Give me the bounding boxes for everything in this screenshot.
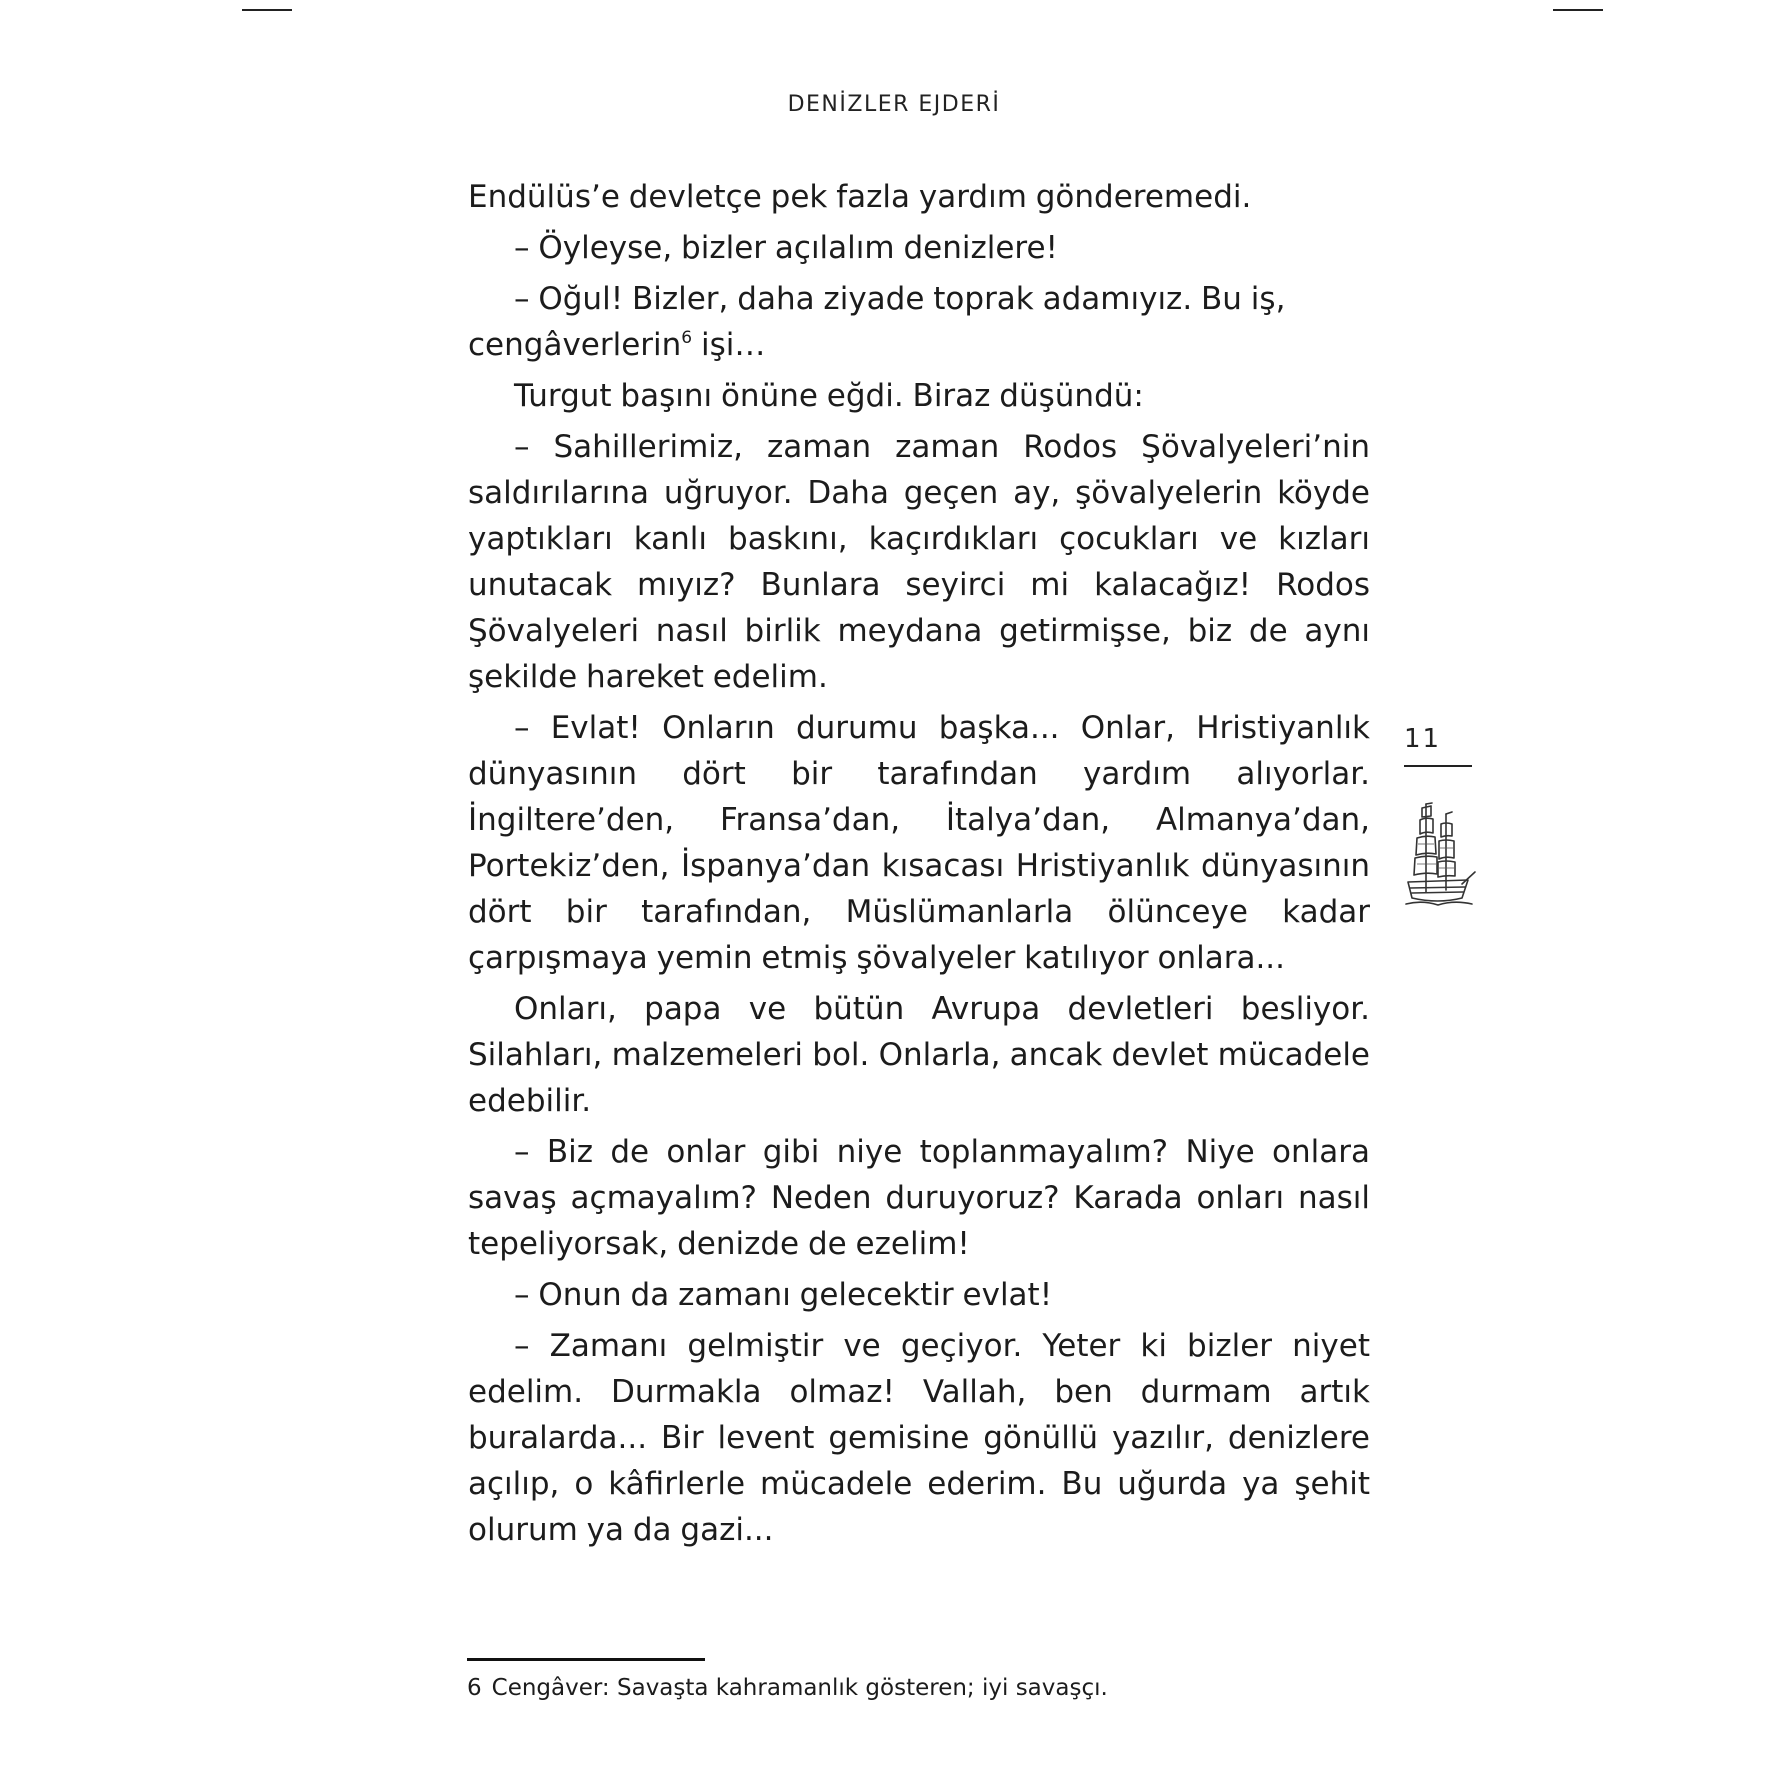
paragraph: Turgut başını önüne eğdi. Biraz düşündü: — [514, 378, 1144, 414]
paragraph: – Evlat! Onların durumu başka... Onlar, Hristiyanlık dünyasının dört bir tarafından yardım alıyorlar. İngiltere’den, Fransa’dan, İtalya’dan, Almanya’dan, Portekiz’den, İspanya’dan kısacası Hristiyanlık dünyasının dört bir tarafından, Müslümanlarla ölünceye kadar çarpışmaya yemin etmiş şövalyeler katılıyor onlara... — [468, 710, 1370, 976]
body-text — [468, 174, 1370, 1558]
footnote-number: 6 — [467, 1675, 482, 1701]
footnote — [467, 1672, 1367, 1704]
paragraph: – Zamanı gelmiştir ve geçiyor. Yeter ki bizler niyet edelim. Durmakla olmaz! Vallah, ben durmam artık buralarda... Bir levent gemisine gönüllü yazılır, denizlere açılıp, o kâfirlerle mücadele ederim. Bu uğurda ya şehit olurum ya da gazi... — [468, 1328, 1370, 1548]
text-fragment: işi… — [692, 327, 766, 363]
paragraph-continued — [468, 322, 1370, 368]
paragraph: Endülüs’e devletçe pek fazla yardım gönderemedi. — [468, 179, 1252, 215]
crop-mark-right — [1553, 9, 1603, 11]
paragraph: Onları, papa ve bütün Avrupa devletleri besliyor. Silahları, malzemeleri bol. Onlarla, ancak devlet mücadele edebilir. — [468, 991, 1370, 1119]
text-fragment: cengâverlerin — [468, 327, 682, 363]
paragraph: – Sahillerimiz, zaman zaman Rodos Şövalyeleri’nin saldırılarına uğruyor. Daha geçen ay, şövalyelerin köyde yaptıkları kanlı baskını, kaçırdıkları çocukları ve kızları unutacak mıyız? Bunlara seyirci mi kalacağız! Rodos Şövalyeleri nasıl birlik meydana getirmişse, biz de aynı şekilde hareket edelim. — [468, 429, 1370, 695]
page-number-rule — [1404, 765, 1472, 767]
running-head: DENİZLER EJDERİ — [787, 92, 1001, 117]
paragraph: – Biz de onlar gibi niye toplanmayalım? Niye onlara savaş açmayalım? Neden duruyoruz? Karada onları nasıl tepeliyorsak, denizde de ezelim! — [468, 1134, 1370, 1262]
ship-icon — [1402, 800, 1476, 910]
footnote-text: Cengâver: Savaşta kahramanlık gösteren; iyi savaşçı. — [491, 1675, 1108, 1701]
footnote-rule — [467, 1658, 705, 1661]
page-number: 11 — [1404, 724, 1442, 754]
paragraph: – Onun da zamanı gelecektir evlat! — [514, 1277, 1053, 1313]
crop-mark-left — [242, 9, 292, 11]
footnote-reference: 6 — [681, 328, 693, 348]
paragraph: – Öyleyse, bizler açılalım denizlere! — [514, 230, 1058, 266]
paragraph: – Oğul! Bizler, daha ziyade toprak adamıyız. Bu iş, — [514, 281, 1286, 317]
